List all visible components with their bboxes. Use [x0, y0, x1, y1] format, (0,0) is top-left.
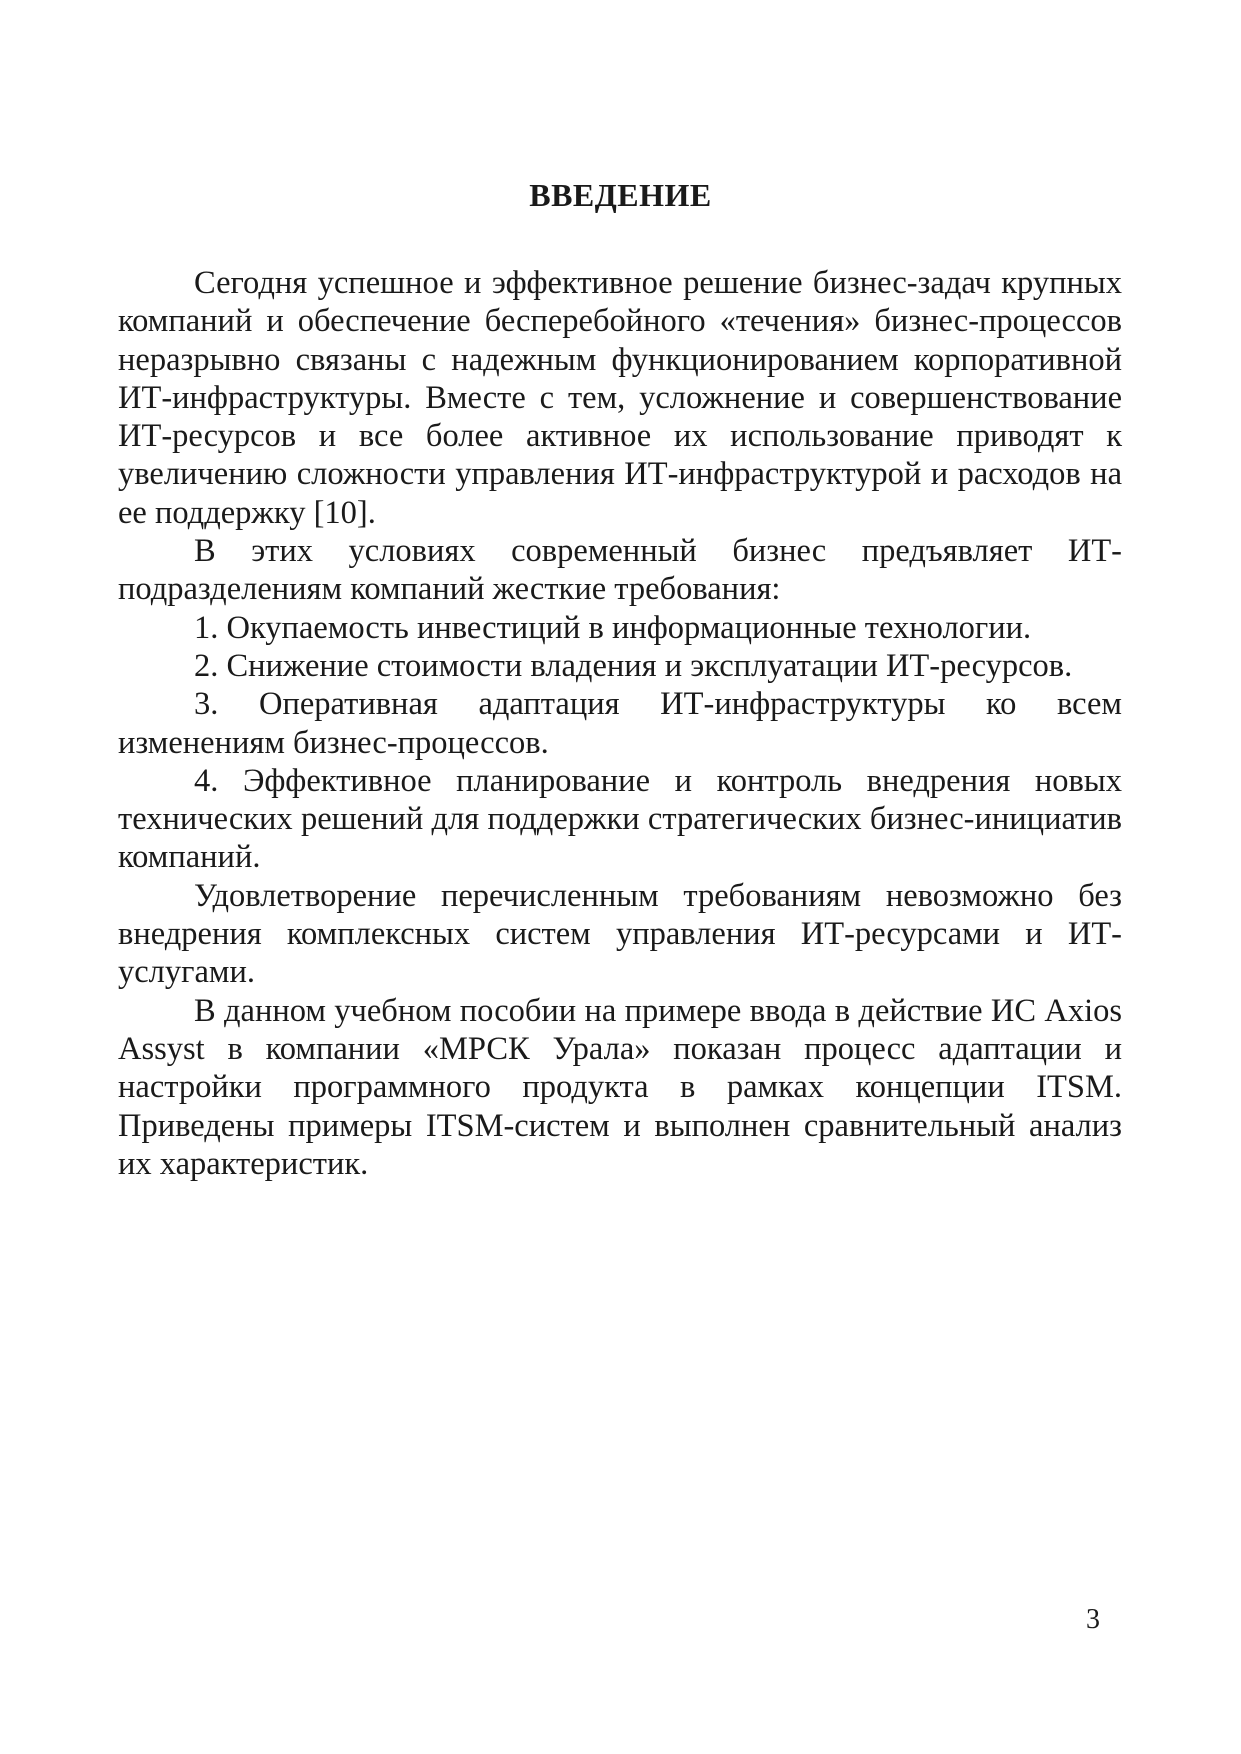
- list-item-3: 3. Оперативная адаптация ИТ-инфраструктуры ко всем изменениям бизнес-процессов.: [118, 686, 1122, 761]
- list-item-1: 1. Окупаемость инвестиций в информационные технологии.: [194, 609, 1032, 646]
- body-text: [118, 264, 1122, 1183]
- list-item-2: 2. Снижение стоимости владения и эксплуатации ИТ-ресурсов.: [194, 647, 1073, 684]
- paragraph-requirements: В этих условиях современный бизнес предъявляет ИТ-подразделениям компаний жесткие требования:: [118, 533, 1122, 608]
- page-number: 3: [1086, 1604, 1100, 1635]
- page-title: ВВЕДЕНИЕ: [529, 177, 712, 213]
- paragraph-intro: Сегодня успешное и эффективное решение бизнес-задач крупных компаний и обеспечение бесперебойного «течения» бизнес-процессов неразрывно связаны с надежным функционированием корпоративной ИТ-инфраструктуры. Вместе с тем, усложнение и совершенствование ИТ-ресурсов и все более активное их использование приводят к увеличению сложности управления ИТ-инфраструктурой и расходов на ее поддержку [10].: [118, 265, 1122, 531]
- list-item-4: 4. Эффективное планирование и контроль внедрения новых технических решений для поддержки стратегических бизнес-инициатив компаний.: [118, 762, 1122, 876]
- paragraph-systems: Удовлетворение перечисленным требованиям невозможно без внедрения комплексных систем управления ИТ-ресурсами и ИТ-услугами.: [118, 877, 1122, 991]
- paragraph-textbook: В данном учебном пособии на примере ввода в действие ИС Axios Assyst в компании «МРСК Урала» показан процесс адаптации и настройки программного продукта в рамках концепции ITSM. Приведены примеры ITSM-систем и выполнен сравнительный анализ их характеристик.: [118, 992, 1122, 1182]
